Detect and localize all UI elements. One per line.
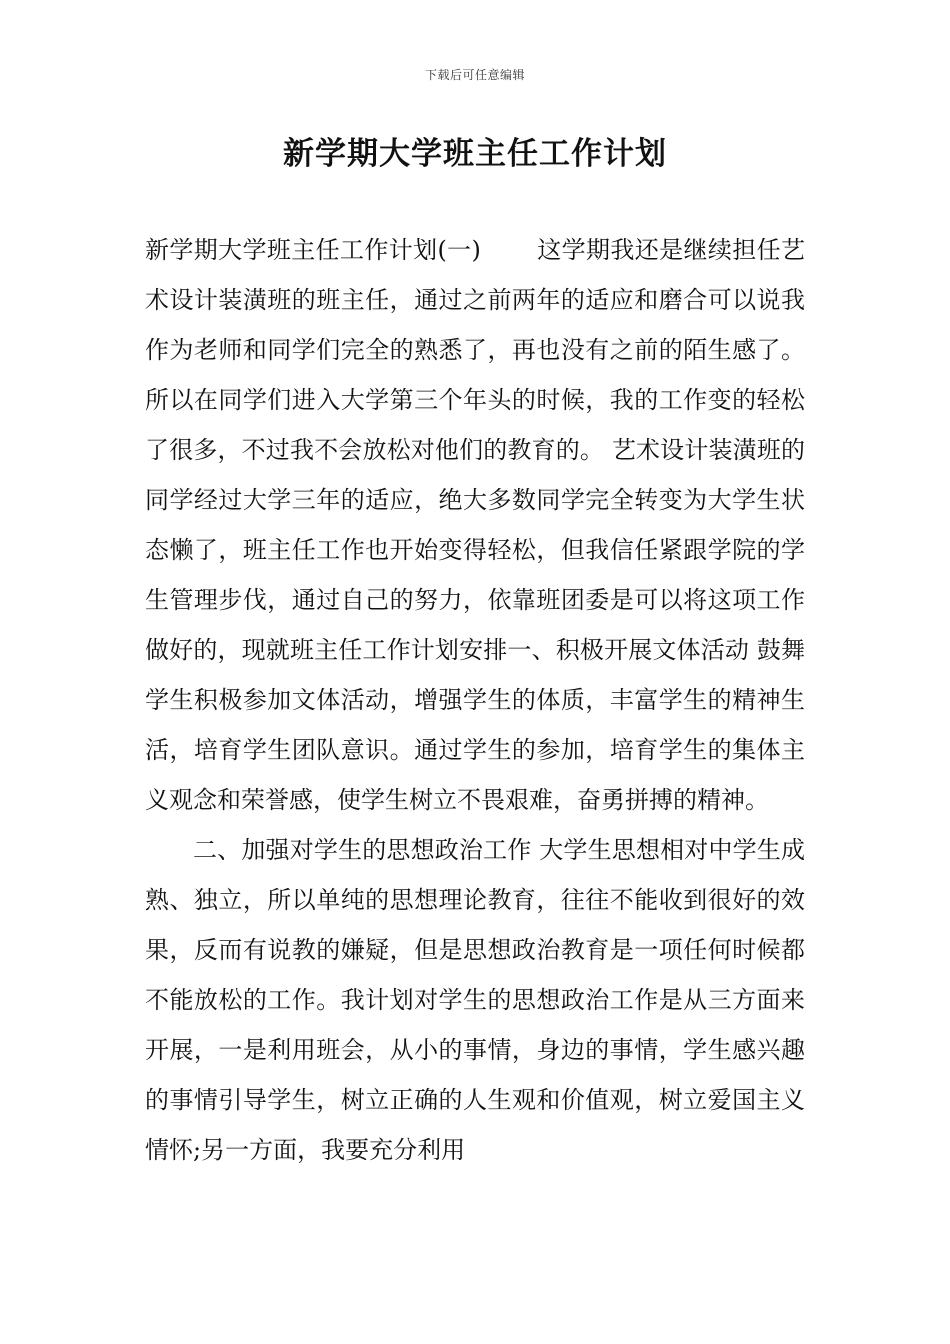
document-title: 新学期大学班主任工作计划 (283, 136, 667, 172)
paragraph-1-text: 这学期我还是继续担任艺术设计装潢班的班主任，通过之前两年的适应和磨合可以说我作为老师和同学们完全的熟悉了，再也没有之前的陌生感了。所以在同学们进入大学第三个年头的时候，我的工作变的轻松了很多，不过我不会放松对他们的教育的。 艺术设计装潢班的同学经过大学三年的适应，绝大多数同学完全转变为大学生状态懒了，班主任工作也开始变得轻松，但我信任紧跟学院的学生管理步伐，通过自己的努力，依靠班团委是可以将这项工作做好的，现就班主任工作计划安排一、积极开展文体活动 鼓舞学生积极参加文体活动，增强学生的体质，丰富学生的精神生活，培育学生团队意识。通过学生的参加，培育学生的集体主义观念和荣誉感，使学生树立不畏艰难，奋勇拼搏的精神。 (145, 236, 805, 814)
paragraph-1-lead: 新学期大学班主任工作计划(一) (145, 236, 481, 264)
paragraph-2: 二、加强对学生的思想政治工作 大学生思想相对中学生成熟、独立，所以单纯的思想理论教育，往往不能收到很好的效果，反而有说教的嫌疑，但是思想政治教育是一项任何时候都不能放松的工作。我计划对学生的思想政治工作是从三方面来开展，一是利用班会，从小的事情，身边的事情，学生感兴趣的事情引导学生，树立正确的人生观和价值观，树立爱国主义情怀;另一方面，我要充分利用 (145, 836, 805, 1164)
header-note: 下载后可任意编辑 (424, 68, 525, 82)
document-body (145, 225, 805, 1175)
paragraph-1 (145, 225, 805, 825)
